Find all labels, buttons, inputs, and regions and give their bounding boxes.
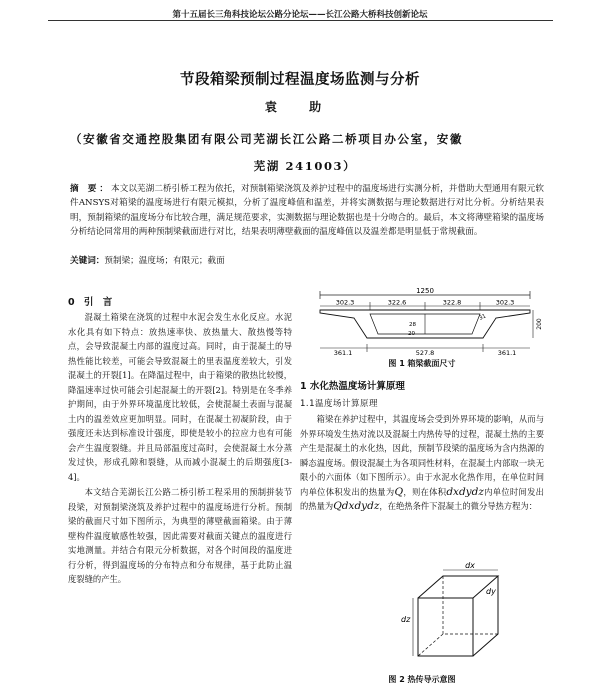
dim-web-mid: 28 [409, 322, 416, 328]
section-1-text: 箱梁在养护过程中，其温度场会受到外界环境的影响，从而与外界环境发生热对流以及混凝土内热传导的过程，混凝土热的主要产生是混凝土的水化热，因此，预制节段梁的温度场为含内热源的瞬态温度场。假设混凝土为各项同性材料，在混凝土内部取一块无限小的六面体（如下图所示）。由于水泥水化热作用，在单位时间内单位体积发出的热量为 [300, 414, 544, 497]
subsection-1-1-heading: 1.1温度场计算原理 [300, 399, 379, 409]
dim-top-1: 302.3 [335, 298, 355, 307]
dim-flange: 31 [478, 313, 488, 322]
section-1-paragraph [300, 412, 544, 514]
intro-paragraph-1: 混凝土箱梁在浇筑的过程中水泥会发生水化反应。水泥水化具有如下特点：放热速率快、放热量大、散热慢等特点，会导致混凝土内部的温度过高。同时，由于混凝土的导热性能比较差，可能会导致混凝土的里表温度差较大，引发混凝土的开裂[1]。在降温过程中，由于箱梁的散热比较慢，降温速率过快可能会引起混凝土的开裂[2]。特别是在冬季养护期间，由于外界环境温度比较低，会使混凝土表面与混凝土内的温差效应更加明显。同时，在混凝土初凝阶段，由于强度还未达到标准设计强度，即使是较小的拉应力也有可能会产生温度裂缝。并且局部温度过高时，会使混凝土水分蒸发过快，形成孔隙和裂缝，从而减小混凝土的后期强度[3-4]。 [68, 312, 292, 482]
dim-top-4: 302.3 [495, 298, 515, 307]
section-1-heading: 1 水化热温度场计算原理 [300, 381, 405, 392]
dim-top-3: 322.8 [442, 298, 462, 307]
box-girder-section-figure [300, 286, 544, 358]
header-rule [48, 20, 553, 21]
paper-affiliation [70, 126, 540, 180]
abstract-label: 摘 要： [70, 184, 112, 194]
heat-conduction-figure [398, 560, 516, 670]
symbol-volume: dxdydz [446, 485, 484, 498]
keywords-label: 关键词： [70, 256, 105, 266]
dim-bottom-2: 527.8 [415, 349, 435, 357]
intro-paragraph-2: 本文结合芜湖长江公路二桥引桥工程采用的预制拼装节段梁，对预制梁浇筑及养护过程中的温度场进行分析。预制梁的截面尺寸如下图所示，为典型的薄壁截面箱梁。由于薄壁构件温度敏感性较强，因此需要对截面关键点的温度进行实地测量。并结合有限元分析数据，对各个时间段的温度进行分析，得到温度场的分布特点和分布规律，基于此防止温度裂缝的产生。 [68, 487, 292, 584]
abstract-text: 本文以芜湖二桥引桥工程为依托，对预制箱梁浇筑及养护过程中的温度场进行实测分析，并借助大型通用有限元软件ANSYS对箱梁的温度场进行有限元模拟，分析了温度峰值和温差，并将实测数据与理论数据进行对比分析。分析结果表明，预制箱梁的温度场分布比较合理，满足规范要求，实测数据与理论数据也是十分吻合的。最后，本文将薄壁箱梁的温度场分析结论同常用的两种预制梁截面进行对比，结果表明薄壁截面的温度峰值以及温差都是明显低于常规截面。 [70, 184, 544, 238]
figure-2-caption: 图 2 热传导示意图 [388, 675, 456, 684]
paper-author: 袁 助 [264, 100, 336, 114]
symbol-heat: Qdxdydz [333, 500, 380, 512]
keywords-text: 预制梁；温度场；有限元；截面 [104, 256, 225, 266]
figure-1-caption: 图 1 箱梁截面尺寸 [388, 359, 456, 368]
left-column [68, 310, 292, 587]
keywords [70, 254, 544, 268]
affiliation-postcode: 芜湖 241003） [253, 159, 357, 173]
cube-front-face [418, 598, 473, 656]
dim-height: 200 [536, 318, 543, 330]
section-1-text-mid2: 内单位时间发出的热量为 [300, 486, 544, 511]
affiliation-line: （安徽省交通控股集团有限公司芜湖长江公路二桥项目办公室，安徽 [70, 132, 463, 146]
abstract [70, 182, 544, 240]
intro-heading: 0 引 言 [68, 297, 116, 308]
paper-title: 节段箱梁预制过程温度场监测与分析 [180, 72, 420, 88]
right-column [300, 412, 544, 514]
section-1-text-mid1: ，则在体积 [403, 486, 447, 497]
running-header: 第十五届长三角科技论坛公路分论坛——长江公路大桥科技创新论坛 [172, 10, 428, 20]
symbol-q: Q [394, 485, 404, 498]
dim-web-left: 20 [408, 331, 415, 337]
label-dx: dx [465, 561, 475, 570]
dim-top-2: 322.6 [387, 298, 407, 307]
dim-bottom-3: 361.1 [497, 349, 517, 357]
label-dz: dz [401, 615, 411, 624]
dim-bottom-1: 361.1 [333, 349, 353, 357]
dim-total: 1250 [416, 287, 434, 295]
label-dy: dy [486, 587, 496, 596]
section-1-text-end: ，在绝热条件下混凝土的微分导热方程为： [379, 501, 538, 511]
